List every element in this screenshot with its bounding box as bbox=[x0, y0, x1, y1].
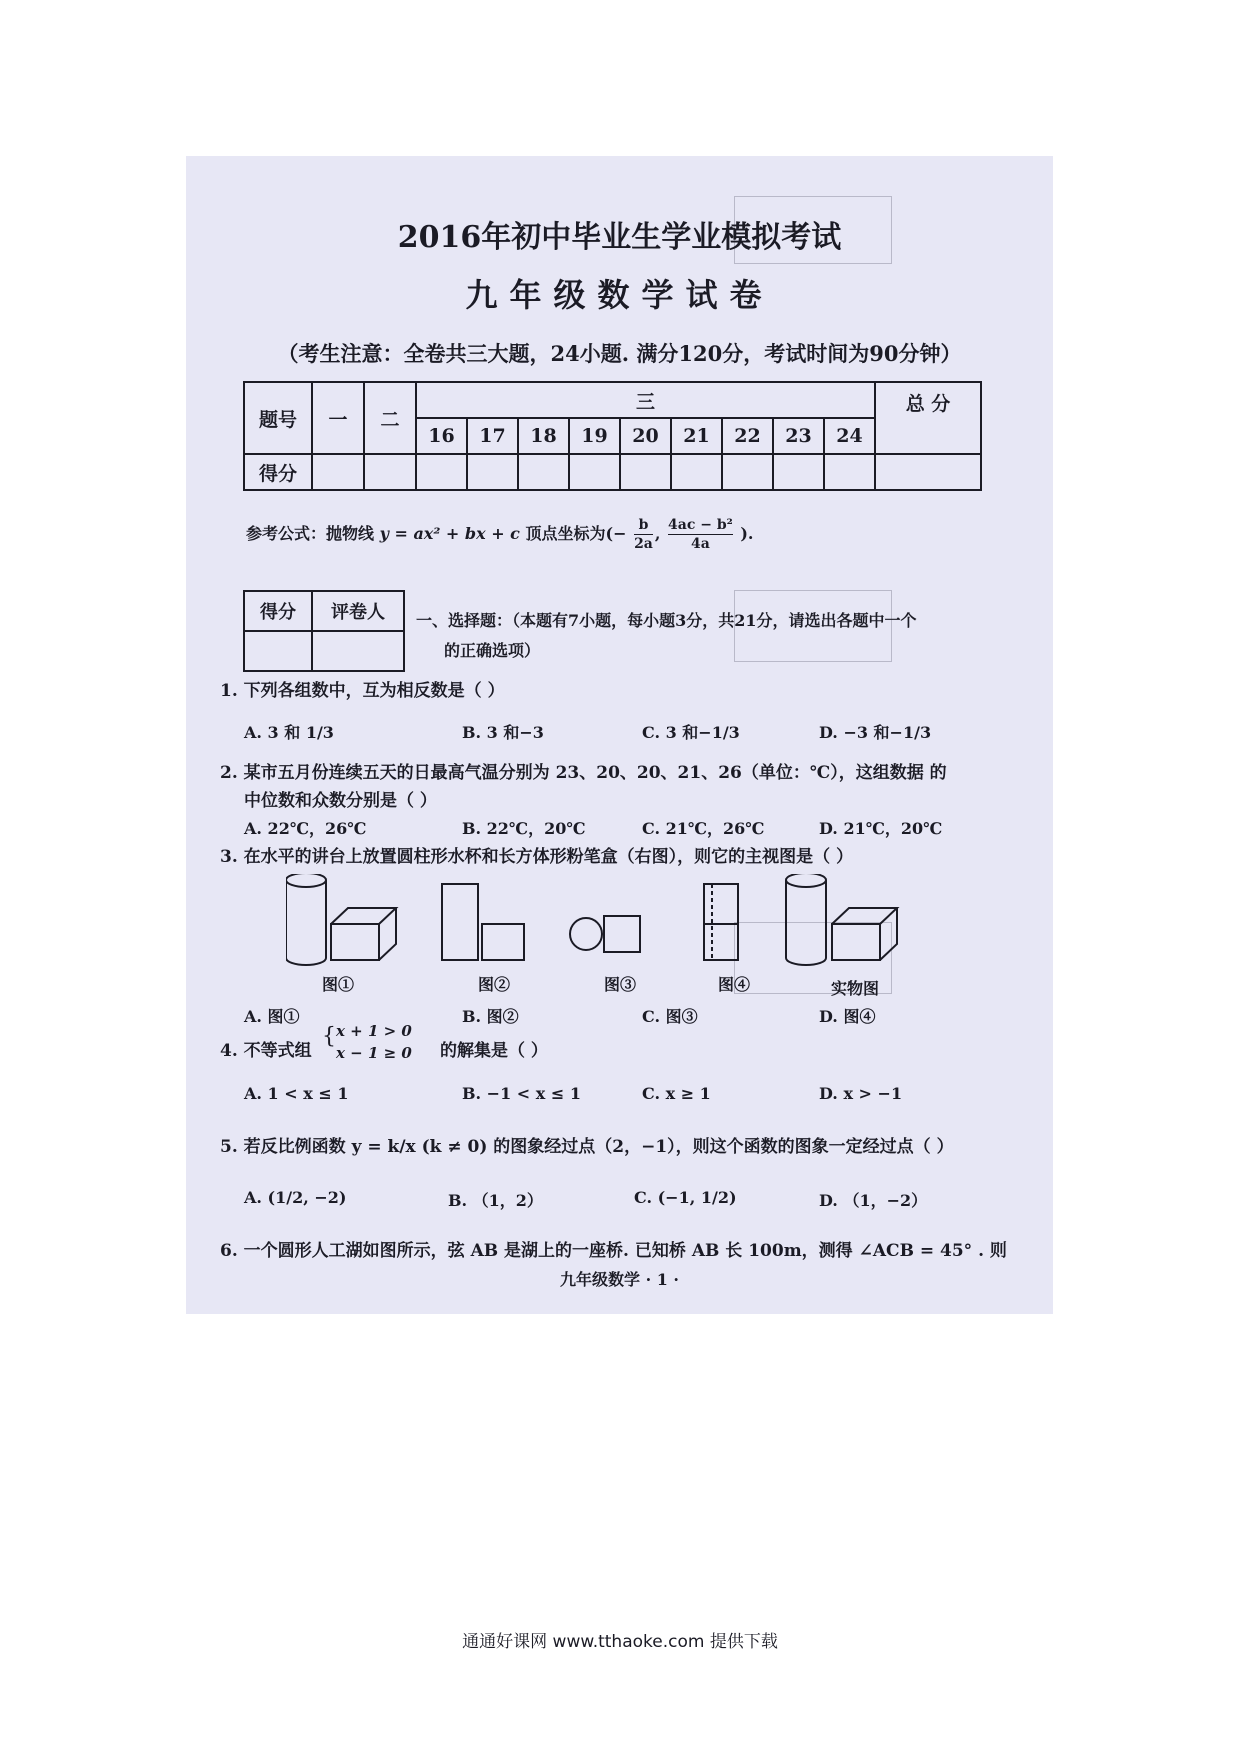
col-section-2: 二 bbox=[364, 382, 416, 454]
scanned-page bbox=[186, 156, 1053, 1314]
sub-col: 24 bbox=[824, 418, 875, 454]
col-section-3: 三 bbox=[416, 382, 875, 418]
question-stem: 2. 某市五月份连续五天的日最高气温分别为 23、20、20、21、26（单位：℃），这组数据 的 bbox=[220, 763, 947, 783]
score-cell bbox=[875, 454, 981, 490]
sub-col: 20 bbox=[620, 418, 671, 454]
col-total: 总 分 bbox=[875, 382, 981, 454]
formula-expr: y = ax² + bx + c bbox=[379, 524, 520, 543]
figure-4-drawing bbox=[704, 884, 738, 960]
option: A. 3 和 1/3 bbox=[244, 723, 334, 742]
row-label-score: 得分 bbox=[244, 454, 312, 490]
option: B. 22℃，20℃ bbox=[462, 819, 586, 838]
question-stem-continued: 中位数和众数分别是（ ） bbox=[244, 791, 437, 811]
option: C. 图③ bbox=[642, 1007, 698, 1026]
score-cell bbox=[416, 454, 467, 490]
sub-col: 18 bbox=[518, 418, 569, 454]
section-heading-line: 的正确选项） bbox=[444, 641, 541, 660]
figure-label: 图① bbox=[322, 975, 355, 994]
formula-suffix: ). bbox=[740, 524, 754, 543]
col-section-1: 一 bbox=[312, 382, 364, 454]
section-heading bbox=[416, 606, 917, 666]
score-table bbox=[243, 381, 982, 491]
score-cell bbox=[312, 454, 364, 490]
option: A. (1/2, −2) bbox=[244, 1188, 347, 1207]
inequality-line: x + 1 > 0 bbox=[336, 1022, 412, 1040]
question-stem-tail: 的解集是（ ） bbox=[440, 1041, 548, 1061]
exam-title: 2016年初中毕业生学业模拟考试 bbox=[397, 220, 842, 255]
score-cell bbox=[773, 454, 824, 490]
exam-subtitle: 九年级数学试卷 bbox=[465, 276, 774, 314]
sub-col: 17 bbox=[467, 418, 518, 454]
grade-box-cell bbox=[312, 631, 404, 671]
option: D. 图④ bbox=[819, 1007, 876, 1026]
fraction-denominator: 2a bbox=[634, 536, 653, 552]
option: C. 21℃，26℃ bbox=[642, 819, 765, 838]
grade-box-grader-label: 评卷人 bbox=[312, 591, 404, 631]
sub-col: 21 bbox=[671, 418, 722, 454]
score-cell bbox=[364, 454, 416, 490]
row-label-question: 题号 bbox=[244, 382, 312, 454]
question-stem: 4. 不等式组 bbox=[220, 1041, 312, 1061]
score-cell bbox=[671, 454, 722, 490]
sub-col: 19 bbox=[569, 418, 620, 454]
sub-col: 16 bbox=[416, 418, 467, 454]
figure-label: 图② bbox=[478, 975, 511, 994]
question-stem: 5. 若反比例函数 y = k/x (k ≠ 0) 的图象经过点（2，−1），则这个函数的图象一定经过点（ ） bbox=[220, 1137, 954, 1157]
figure-1-drawing bbox=[286, 874, 396, 965]
fraction-numerator: b bbox=[634, 516, 653, 535]
sub-col: 22 bbox=[722, 418, 773, 454]
grade-box-cell bbox=[244, 631, 312, 671]
question-stem: 6. 一个圆形人工湖如图所示，弦 AB 是湖上的一座桥. 已知桥 AB 长 100m，测得 ∠ACB = 45° . 则 bbox=[220, 1241, 1007, 1261]
brace-symbol: { bbox=[322, 1024, 336, 1049]
figure-label: 图④ bbox=[718, 975, 751, 994]
page-footer: 九年级数学 · 1 · bbox=[560, 1270, 679, 1289]
exam-notice: （考生注意：全卷共三大题，24小题. 满分120分，考试时间为90分钟） bbox=[277, 341, 962, 366]
fraction bbox=[668, 516, 733, 553]
inequality-line: x − 1 ≥ 0 bbox=[336, 1044, 412, 1062]
figure-label: 图③ bbox=[604, 975, 637, 994]
section-heading-line: 一、选择题：（本题有7小题，每小题3分，共21分，请选出各题中一个 bbox=[416, 611, 917, 630]
option: B. （1，2） bbox=[448, 1191, 543, 1210]
real-object-drawing bbox=[786, 874, 897, 965]
score-cell bbox=[824, 454, 875, 490]
fraction-denominator: 4a bbox=[690, 536, 710, 552]
option: C. 3 和−1/3 bbox=[642, 723, 740, 742]
option: D. −3 和−1/3 bbox=[819, 723, 932, 742]
option: D. 21℃，20℃ bbox=[819, 819, 943, 838]
figure-3-drawing bbox=[570, 916, 640, 952]
fraction-numerator: 4ac − b² bbox=[668, 517, 733, 533]
option: A. 22℃，26℃ bbox=[244, 819, 367, 838]
score-cell bbox=[722, 454, 773, 490]
option: B. −1 < x ≤ 1 bbox=[462, 1084, 581, 1103]
score-cell bbox=[467, 454, 518, 490]
option: C. x ≥ 1 bbox=[642, 1084, 711, 1103]
fraction bbox=[634, 516, 653, 553]
option: B. 3 和−3 bbox=[462, 723, 544, 742]
download-credit: 通通好课网 www.tthaoke.com 提供下载 bbox=[462, 1632, 778, 1652]
question-stem: 3. 在水平的讲台上放置圆柱形水杯和长方体形粉笔盒（右图），则它的主视图是（ ） bbox=[220, 847, 854, 867]
formula-middle: 顶点坐标为(− bbox=[525, 524, 627, 543]
option: C. (−1, 1/2) bbox=[634, 1188, 737, 1207]
grade-box-score-label: 得分 bbox=[244, 591, 312, 631]
option: B. 图② bbox=[462, 1007, 519, 1026]
formula-prefix: 参考公式：抛物线 bbox=[246, 524, 375, 543]
sub-col: 23 bbox=[773, 418, 824, 454]
option: D. （1，−2） bbox=[819, 1191, 928, 1210]
score-cell bbox=[518, 454, 569, 490]
figure-label: 实物图 bbox=[831, 979, 880, 998]
option: A. 1 < x ≤ 1 bbox=[244, 1084, 349, 1103]
figure-2-drawing bbox=[442, 884, 524, 960]
reference-formula: 参考公式：抛物线 y = ax² + bx + c 顶点坐标为(− $\frac{b}{2a}$ , $\frac{\text{4ac − b²}}{4a}$ ). bbox=[246, 517, 754, 552]
score-cell bbox=[620, 454, 671, 490]
option: A. 图① bbox=[244, 1007, 300, 1026]
grade-box bbox=[243, 590, 405, 672]
score-cell bbox=[569, 454, 620, 490]
option: D. x > −1 bbox=[819, 1084, 903, 1103]
question-stem: 1. 下列各组数中，互为相反数是（ ） bbox=[220, 681, 505, 701]
view-figures bbox=[286, 874, 906, 996]
